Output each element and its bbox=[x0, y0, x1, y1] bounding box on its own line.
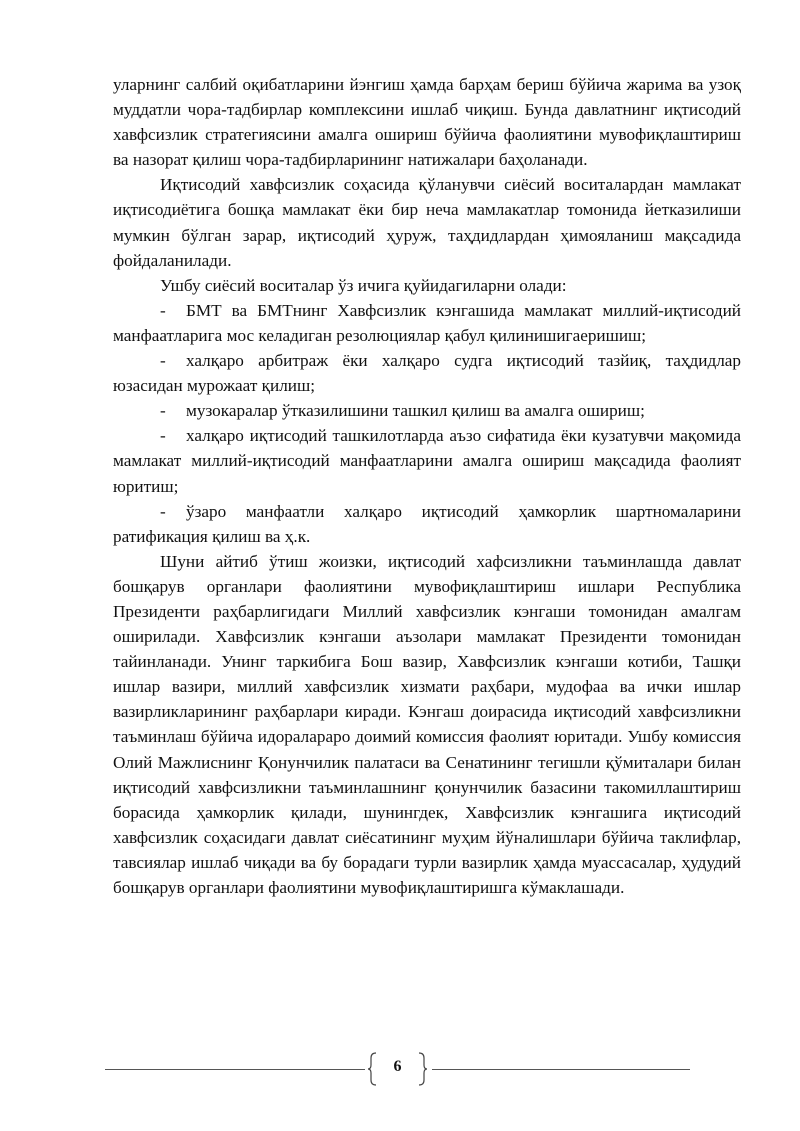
paragraph-political-tools: Иқтисодий хавфсизлик соҳасида қўланувчи сиёсий воситалардан мамлакат иқтисодиётига бошқа мамлакат ёки бир неча мамлакатлар томонида йетказилиши мумкин бўлган зарар, иқтисодий ҳуруж, таҳдидлардан ҳимояланиш мақсадида фойдаланилади. bbox=[113, 175, 741, 270]
list-item bbox=[113, 398, 741, 423]
footer-rule-right bbox=[432, 1069, 690, 1070]
list-item bbox=[113, 499, 741, 549]
page-footer bbox=[105, 1052, 690, 1086]
list-item-text: ўзаро манфаатли халқаро иқтисодий ҳамкорлик шартномаларини ратификация қилиш ва ҳ.к. bbox=[113, 501, 741, 546]
list-item-text: халқаро арбитраж ёки халқаро судга иқтисодий тазйиқ, таҳдидлар юзасидан мурожаат қилиш; bbox=[113, 351, 741, 396]
list-marker: - bbox=[160, 300, 166, 320]
footer-rule-left bbox=[105, 1069, 365, 1070]
list-item-text: музокаралар ўтказилишини ташкил қилиш ва амалга ошириш; bbox=[186, 401, 645, 421]
paragraph-security-council: Шуни айтиб ўтиш жоизки, иқтисодий хафсизликни таъминлашда давлат бошқарув органлари фаолиятини мувофиқлаштириш ишлари Республика Президенти раҳбарлигидаги Миллий хавфсизлик кэнгаши томонидан амалгам оширилади. Хавфсизлик кэнгаши аъзолари мамлакат Президенти томонидан тайинланади. Унинг таркибига Бош вазир, Хавфсизлик кэнгаши котиби, Ташқи ишлар вазири, миллий хавфсизлик хизмати раҳбари, мудофаа ва ички ишлар вазирликларининг раҳбарлари киради. Кэнгаш доирасида иқтисодий хавфсизликни таъминлаш бўйича идоралараро доимий комиссия фаолият юритади. Ушбу комиссия Олий Мажлиснинг Қонунчилик палатаси ва Сенатининг тегишли қўмиталари билан иқтисодий хавфсизликни таъминлашнинг қонунчилик базасини такомиллаштириш борасида ҳамкорлик қилади, шунингдек, Хавфсизлик кэнгашига иқтисодий хавфсизлик соҳасидаги давлат сиёсатининг муҳим йўналишлари бўйича таклифлар, тавсиялар ишлаб чиқади ва бу борадаги турли вазирлик ҳамда муассасалар, ҳудудий бошқарув органлари фаолиятини мувофиқлаштиришга кўмаклашади. bbox=[113, 551, 741, 897]
paragraph-list-intro: Ушбу сиёсий воситалар ўз ичига қуйидагиларни олади: bbox=[160, 275, 567, 295]
list-item bbox=[113, 348, 741, 398]
list-item bbox=[113, 298, 741, 348]
page-body bbox=[113, 72, 741, 900]
list-item bbox=[113, 423, 741, 498]
list-marker: - bbox=[160, 426, 166, 446]
paragraph-continuation: уларнинг салбий оқибатларини йэнгиш ҳамда барҳам бериш бўйича жарима ва узоқ муддатли чора-тадбирлар комплексини ишлаб чиқиш. Бунда давлатнинг иқтисодий хавфсизлик стратегиясини амалга ошириш бўйича фаолиятини мувофиқлаштириш ва назорат қилиш чора-тадбирларининг натижалари баҳоланади. bbox=[113, 75, 741, 170]
left-brace-icon bbox=[367, 1052, 377, 1086]
list-marker: - bbox=[160, 401, 166, 421]
right-brace-icon bbox=[418, 1052, 428, 1086]
list-item-text: БМТ ва БМТнинг Хавфсизлик кэнгашида мамлакат миллий-иқтисодий манфаатларига мос келадиган резолюциялар қабул қилинишигаеришиш; bbox=[113, 300, 741, 345]
page-number: 6 bbox=[393, 1058, 402, 1075]
list-marker: - bbox=[160, 501, 166, 521]
list-marker: - bbox=[160, 351, 166, 371]
list-item-text: халқаро иқтисодий ташкилотларда аъзо сифатида ёки кузатувчи мақомида мамлакат миллий-иқтисодий манфаатларини амалга ошириш мақсадида фаолият юритиш; bbox=[113, 426, 741, 496]
